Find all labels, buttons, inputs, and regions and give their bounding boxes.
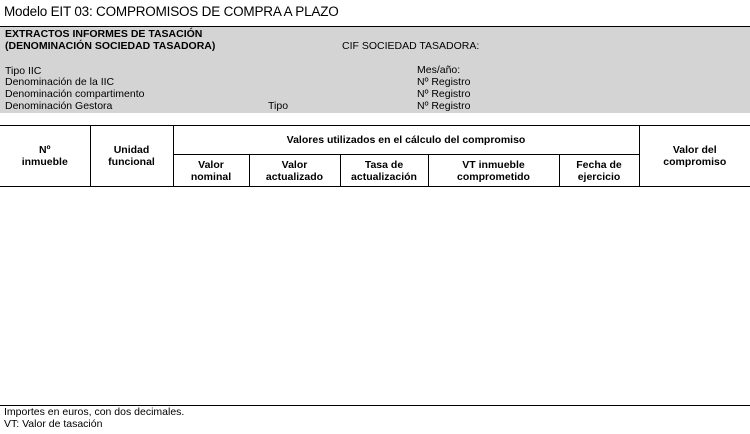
col-header-valor-nominal: Valor nominal: [173, 155, 249, 187]
col-header-unidad-funcional: Unidad funcional: [90, 126, 173, 187]
header-box: [0, 26, 750, 113]
col-header-valor-compromiso: Valor del compromiso: [639, 126, 750, 187]
col-header-inmueble: Nº inmueble: [0, 126, 90, 187]
compromisos-table: [0, 125, 750, 187]
header-registro-iic-label: Nº Registro: [417, 76, 471, 88]
footer-note-euros: Importes en euros, con dos decimales.: [4, 406, 185, 418]
page-title: Modelo EIT 03: COMPROMISOS DE COMPRA A PLAZO: [4, 4, 339, 19]
col-group-header-valores: Valores utilizados en el cálculo del compromiso: [173, 126, 639, 155]
header-tipo-iic-label: Tipo IIC: [5, 65, 42, 77]
header-cif-label: CIF SOCIEDAD TASADORA:: [342, 40, 480, 52]
col-header-vt-inmueble: VT inmueble comprometido: [428, 155, 559, 187]
col-header-tasa-actualizacion: Tasa de actualización: [340, 155, 428, 187]
header-denom-gestora-label: Denominación Gestora: [5, 100, 113, 112]
header-mes-ano-label: Mes/año:: [417, 64, 461, 76]
header-denom-iic-label: Denominación de la IIC: [5, 76, 115, 88]
col-header-fecha-ejercicio: Fecha de ejercicio: [559, 155, 639, 187]
header-company-name: (DENOMINACIÓN SOCIEDAD TASADORA): [5, 40, 216, 52]
header-extracts-title: EXTRACTOS INFORMES DE TASACIÓN: [5, 28, 203, 40]
header-tipo-label: Tipo: [268, 100, 289, 112]
col-header-valor-actualizado: Valor actualizado: [249, 155, 340, 187]
header-denom-compartimento-label: Denominación compartimento: [5, 88, 145, 100]
footer-note-vt: VT: Valor de tasación: [4, 418, 103, 430]
header-registro-compartimento-label: Nº Registro: [417, 88, 471, 100]
header-registro-gestora-label: Nº Registro: [417, 100, 471, 112]
